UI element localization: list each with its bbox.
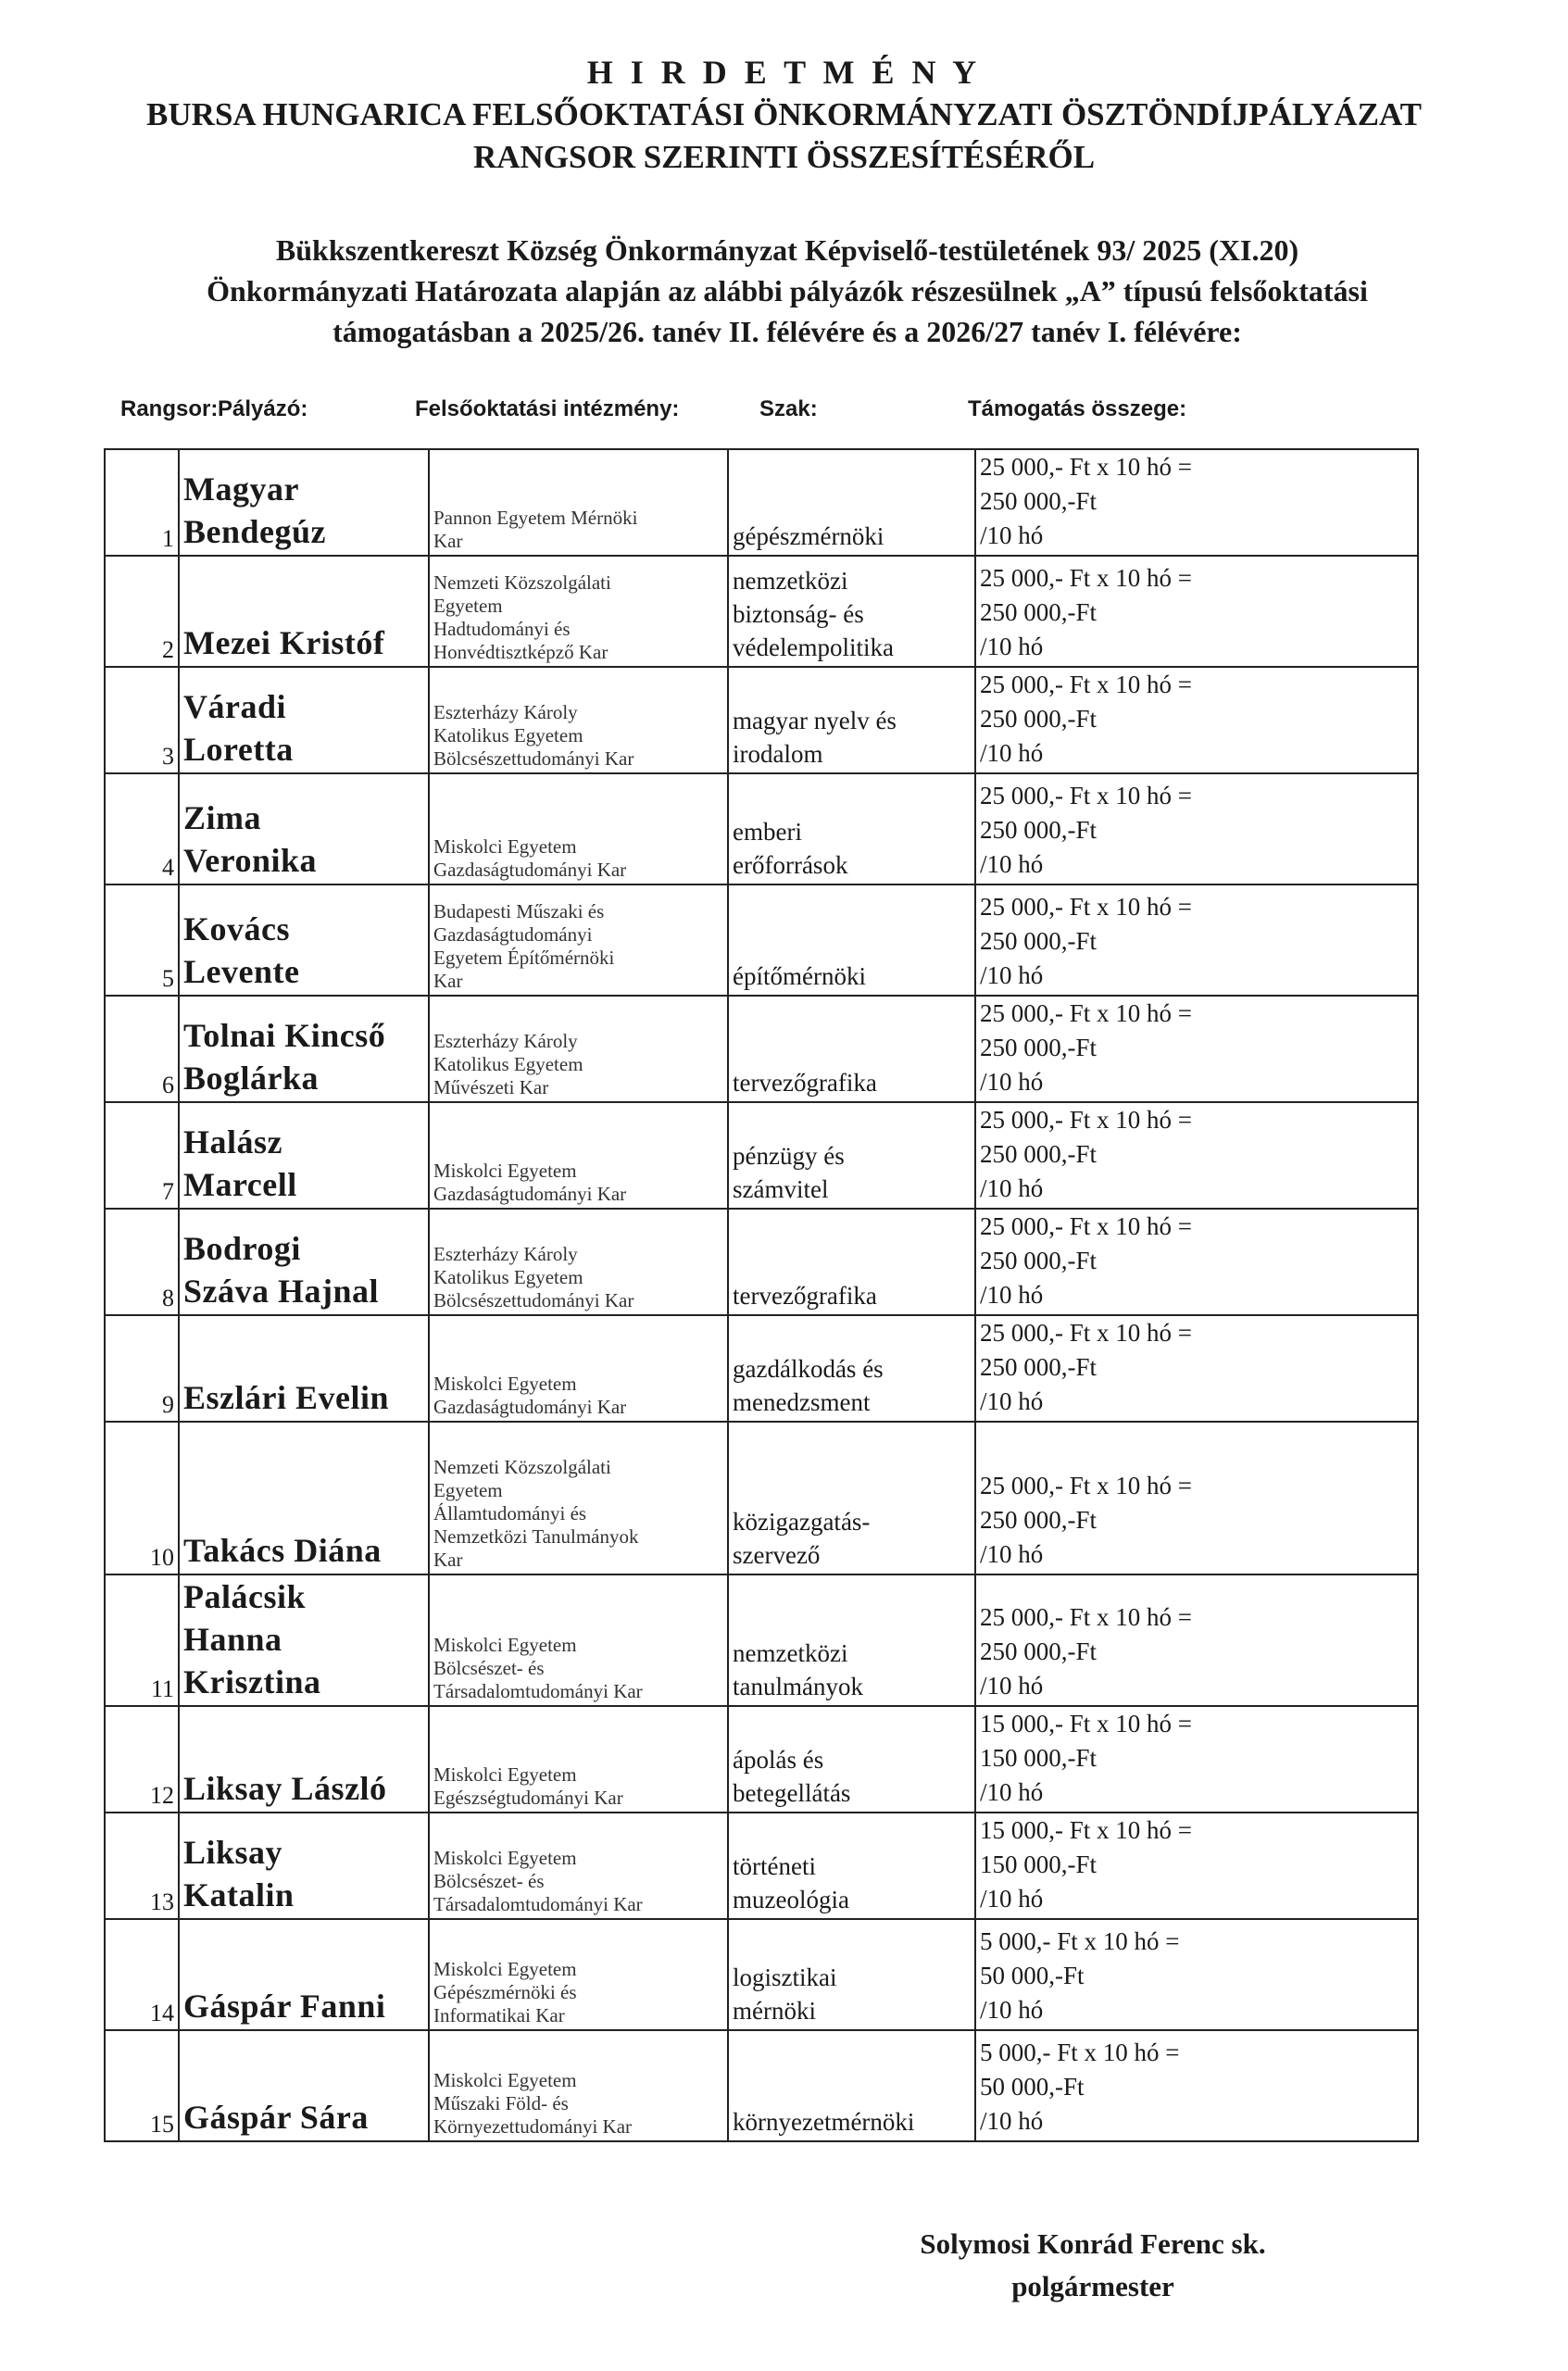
cell-line: 25 000,- Ft x 10 hó =	[980, 453, 1192, 481]
cell-line: Levente	[183, 953, 300, 990]
major-cell	[728, 884, 975, 996]
applicant-cell	[179, 996, 429, 1102]
cell-line: Honvédtisztképző Kar	[433, 641, 608, 663]
institution-cell	[429, 1209, 728, 1315]
amount-cell	[975, 556, 1418, 667]
institution-cell	[429, 1102, 728, 1209]
cell-line: /10 hó	[980, 1778, 1044, 1806]
cell-line: Pannon Egyetem Mérnöki	[433, 507, 638, 529]
column-header-applicant: Pályázó:	[218, 396, 308, 421]
cell-line: 250 000,-Ft	[980, 1247, 1098, 1274]
cell-line: Magyar	[183, 470, 299, 508]
major-cell	[728, 667, 975, 773]
cell-line: 250 000,-Ft	[980, 1637, 1098, 1665]
cell-line: 150 000,-Ft	[980, 1744, 1098, 1772]
cell-line: /10 hó	[980, 1996, 1044, 2024]
major-cell	[728, 449, 975, 556]
cell-line: Bendegúz	[183, 513, 327, 550]
cell-line: Liksay László	[183, 1770, 387, 1807]
table-row	[105, 667, 1418, 773]
cell-line: Egyetem Építőmérnöki	[433, 947, 615, 969]
cell-line: Államtudományi és	[433, 1502, 587, 1524]
amount-cell	[975, 667, 1418, 773]
cell-line: Eszterházy Károly	[433, 701, 578, 723]
cell-line: irodalom	[733, 740, 823, 768]
cell-line: Bölcsészettudományi Kar	[433, 1289, 634, 1311]
major-cell	[728, 1422, 975, 1574]
cell-line: 250 000,-Ft	[980, 487, 1098, 515]
cell-line: gépészmérnöki	[733, 522, 884, 550]
cell-line: Kar	[433, 1549, 463, 1571]
cell-line: Miskolci Egyetem	[433, 835, 577, 858]
cell-line: muzeológia	[733, 1886, 849, 1913]
cell-line: /10 hó	[980, 2107, 1044, 2135]
cell-line: 250 000,-Ft	[980, 705, 1098, 733]
cell-line: közigazgatás-	[733, 1508, 871, 1536]
cell-line: Miskolci Egyetem	[433, 1958, 577, 1980]
applicant-cell	[179, 1919, 429, 2030]
cell-line: 25 000,- Ft x 10 hó =	[980, 671, 1192, 698]
cell-line: környezetmérnöki	[733, 2108, 915, 2136]
rank-cell: 14	[105, 1919, 179, 2030]
ranking-subtitle: RANGSOR SZERINTI ÖSSZESÍTÉSÉRŐL	[472, 139, 1096, 175]
resolution-intro	[130, 230, 1445, 352]
cell-line: Budapesti Műszaki és	[433, 900, 605, 922]
amount-cell	[975, 449, 1418, 556]
cell-line: Környezettudományi Kar	[433, 2115, 633, 2138]
major-cell	[728, 773, 975, 884]
cell-line: Takács Diána	[183, 1532, 382, 1569]
applicant-cell	[179, 773, 429, 884]
cell-line: 15 000,- Ft x 10 hó =	[980, 1816, 1192, 1844]
major-cell	[728, 1574, 975, 1706]
cell-line: /10 hó	[980, 1281, 1044, 1309]
announcement-header	[0, 51, 1568, 179]
cell-line: erőforrások	[733, 851, 848, 879]
cell-line: mérnöki	[733, 1997, 816, 2025]
column-header-rank: Rangsor:	[120, 396, 219, 421]
cell-line: 5 000,- Ft x 10 hó =	[980, 1927, 1180, 1955]
cell-line: Gépészmérnöki és	[433, 1981, 577, 2003]
cell-line: 25 000,- Ft x 10 hó =	[980, 1212, 1192, 1240]
applicant-cell	[179, 1574, 429, 1706]
cell-line: emberi	[733, 818, 802, 846]
rank-cell: 11	[105, 1574, 179, 1706]
institution-cell	[429, 773, 728, 884]
major-cell	[728, 1706, 975, 1813]
cell-line: 25 000,- Ft x 10 hó =	[980, 999, 1192, 1027]
cell-line: Katalin	[183, 1876, 295, 1913]
cell-line: Miskolci Egyetem	[433, 1160, 577, 1182]
cell-line: /10 hó	[980, 1540, 1044, 1568]
table-row	[105, 1919, 1418, 2030]
applicant-cell	[179, 556, 429, 667]
cell-line: 250 000,-Ft	[980, 598, 1098, 626]
signatory-name: Solymosi Konrád Ferenc sk.	[920, 2227, 1266, 2260]
rank-cell: 3	[105, 667, 179, 773]
intro-line-1: Bükkszentkereszt Község Önkormányzat Képviselő-testületének 93/ 2025 (XI.20)	[275, 233, 1299, 267]
cell-line: Műszaki Föld- és	[433, 2092, 569, 2114]
cell-line: Gazdaságtudományi Kar	[433, 859, 627, 881]
cell-line: tervezőgrafika	[733, 1282, 877, 1310]
intro-line-2: Önkormányzati Határozata alapján az alábbi pályázók részesülnek „A” típusú felsőoktatási	[207, 274, 1368, 307]
cell-line: Száva Hajnal	[183, 1273, 380, 1310]
scholarship-title: BURSA HUNGARICA FELSŐOKTATÁSI ÖNKORMÁNYZATI ÖSZTÖNDÍJPÁLYÁZAT	[146, 96, 1422, 132]
cell-line: Miskolci Egyetem	[433, 1373, 577, 1395]
amount-cell	[975, 1919, 1418, 2030]
cell-line: Veronika	[183, 842, 318, 879]
cell-line: 25 000,- Ft x 10 hó =	[980, 782, 1192, 809]
applicant-cell	[179, 1422, 429, 1574]
cell-line: logisztikai	[733, 1963, 837, 1991]
applicant-cell	[179, 2030, 429, 2141]
cell-line: 25 000,- Ft x 10 hó =	[980, 1472, 1192, 1499]
column-headers	[0, 396, 1568, 430]
cell-line: Informatikai Kar	[433, 2004, 565, 2026]
cell-line: építőmérnöki	[733, 962, 866, 990]
cell-line: Palácsik	[183, 1578, 307, 1615]
cell-line: Marcell	[183, 1166, 297, 1203]
institution-cell	[429, 449, 728, 556]
amount-cell	[975, 773, 1418, 884]
applicant-cell	[179, 884, 429, 996]
cell-line: Hadtudományi és	[433, 618, 571, 640]
amount-cell	[975, 1706, 1418, 1813]
cell-line: 250 000,-Ft	[980, 1353, 1098, 1381]
applicant-cell	[179, 1706, 429, 1813]
cell-line: védelempolitika	[733, 634, 894, 661]
cell-line: magyar nyelv és	[733, 707, 897, 734]
table-row	[105, 449, 1418, 556]
amount-cell	[975, 1422, 1418, 1574]
cell-line: 5 000,- Ft x 10 hó =	[980, 2039, 1180, 2066]
applicant-cell	[179, 449, 429, 556]
institution-cell	[429, 996, 728, 1102]
table-row	[105, 1315, 1418, 1422]
cell-line: Bölcsészettudományi Kar	[433, 747, 634, 770]
institution-cell	[429, 1706, 728, 1813]
cell-line: Művészeti Kar	[433, 1076, 549, 1098]
table-row	[105, 884, 1418, 996]
rank-cell: 4	[105, 773, 179, 884]
cell-line: Bodrogi	[183, 1230, 301, 1267]
cell-line: 50 000,-Ft	[980, 2073, 1085, 2101]
major-cell	[728, 1813, 975, 1919]
cell-line: betegellátás	[733, 1779, 851, 1807]
cell-line: Nemzetközi Tanulmányok	[433, 1525, 639, 1548]
cell-line: Halász	[183, 1123, 282, 1160]
table-row	[105, 773, 1418, 884]
cell-line: Nemzeti Közszolgálati	[433, 571, 611, 594]
rank-cell: 1	[105, 449, 179, 556]
cell-line: Egyetem	[433, 1479, 503, 1501]
table-row	[105, 996, 1418, 1102]
cell-line: 250 000,-Ft	[980, 1140, 1098, 1168]
cell-line: Eszterházy Károly	[433, 1243, 578, 1265]
rank-cell: 12	[105, 1706, 179, 1813]
institution-cell	[429, 667, 728, 773]
rank-cell: 15	[105, 2030, 179, 2141]
cell-line: /10 hó	[980, 739, 1044, 767]
cell-line: Miskolci Egyetem	[433, 1763, 577, 1786]
cell-line: Mezei Kristóf	[183, 624, 385, 661]
cell-line: Bölcsészet- és	[433, 1870, 545, 1892]
cell-line: nemzetközi	[733, 1639, 848, 1667]
applicant-cell	[179, 1102, 429, 1209]
cell-line: /10 hó	[980, 1174, 1044, 1202]
cell-line: Liksay	[183, 1834, 283, 1871]
cell-line: Gáspár Fanni	[183, 1988, 386, 2025]
cell-line: tanulmányok	[733, 1673, 863, 1700]
major-cell	[728, 2030, 975, 2141]
cell-line: számvitel	[733, 1175, 829, 1203]
rank-cell: 10	[105, 1422, 179, 1574]
cell-line: Miskolci Egyetem	[433, 1847, 577, 1869]
table-row	[105, 1102, 1418, 1209]
rank-cell: 6	[105, 996, 179, 1102]
cell-line: /10 hó	[980, 1387, 1044, 1415]
ranking-table	[104, 448, 1419, 2142]
rank-cell: 9	[105, 1315, 179, 1422]
amount-cell	[975, 1102, 1418, 1209]
major-cell	[728, 996, 975, 1102]
institution-cell	[429, 1422, 728, 1574]
cell-line: /10 hó	[980, 1672, 1044, 1700]
table-row	[105, 1422, 1418, 1574]
cell-line: Gáspár Sára	[183, 2099, 369, 2136]
cell-line: /10 hó	[980, 521, 1044, 549]
institution-cell	[429, 884, 728, 996]
cell-line: Kar	[433, 970, 463, 992]
cell-line: 15 000,- Ft x 10 hó =	[980, 1710, 1192, 1737]
table-row	[105, 1706, 1418, 1813]
cell-line: 25 000,- Ft x 10 hó =	[980, 893, 1192, 921]
major-cell	[728, 1102, 975, 1209]
amount-cell	[975, 1209, 1418, 1315]
signatory-title: polgármester	[1011, 2270, 1174, 2302]
institution-cell	[429, 1813, 728, 1919]
institution-cell	[429, 556, 728, 667]
major-cell	[728, 556, 975, 667]
institution-cell	[429, 1315, 728, 1422]
rank-cell: 8	[105, 1209, 179, 1315]
cell-line: 250 000,-Ft	[980, 1506, 1098, 1534]
amount-cell	[975, 1813, 1418, 1919]
intro-line-3: támogatásban a 2025/26. tanév II. félévére és a 2026/27 tanév I. félévére:	[332, 315, 1242, 348]
cell-line: Loretta	[183, 731, 294, 768]
cell-line: 250 000,-Ft	[980, 816, 1098, 844]
institution-cell	[429, 1919, 728, 2030]
institution-cell	[429, 1574, 728, 1706]
cell-line: /10 hó	[980, 633, 1044, 660]
cell-line: /10 hó	[980, 961, 1044, 989]
cell-line: pénzügy és	[733, 1142, 845, 1170]
rank-cell: 7	[105, 1102, 179, 1209]
cell-line: Kar	[433, 530, 463, 552]
signature-block	[815, 2223, 1371, 2308]
rank-cell: 5	[105, 884, 179, 996]
amount-cell	[975, 2030, 1418, 2141]
cell-line: Bölcsészet- és	[433, 1657, 545, 1679]
major-cell	[728, 1209, 975, 1315]
cell-line: Katolikus Egyetem	[433, 724, 583, 746]
cell-line: /10 hó	[980, 1068, 1044, 1096]
cell-line: 25 000,- Ft x 10 hó =	[980, 564, 1192, 592]
applicant-cell	[179, 667, 429, 773]
cell-line: 50 000,-Ft	[980, 1962, 1085, 1989]
cell-line: Zima	[183, 799, 262, 836]
cell-line: Kovács	[183, 910, 290, 947]
cell-line: Katolikus Egyetem	[433, 1266, 583, 1288]
cell-line: történeti	[733, 1852, 816, 1880]
cell-line: Váradi	[183, 688, 286, 725]
column-header-institution: Felsőoktatási intézmény:	[415, 396, 680, 421]
cell-line: /10 hó	[980, 850, 1044, 878]
institution-cell	[429, 2030, 728, 2141]
cell-line: Egészségtudományi Kar	[433, 1787, 623, 1809]
cell-line: ápolás és	[733, 1746, 824, 1774]
column-header-major: Szak:	[759, 396, 818, 421]
ranking-table-body	[105, 449, 1418, 2141]
cell-line: Eszlári Evelin	[183, 1379, 389, 1416]
column-header-amount: Támogatás összege:	[968, 396, 1187, 421]
rank-cell: 2	[105, 556, 179, 667]
table-row	[105, 1574, 1418, 1706]
applicant-cell	[179, 1315, 429, 1422]
cell-line: Társadalomtudományi Kar	[433, 1680, 643, 1702]
cell-line: Miskolci Egyetem	[433, 2069, 577, 2091]
cell-line: gazdálkodás és	[733, 1355, 884, 1383]
cell-line: /10 hó	[980, 1885, 1044, 1913]
cell-line: Gazdaságtudományi Kar	[433, 1396, 627, 1418]
amount-cell	[975, 1574, 1418, 1706]
cell-line: nemzetközi	[733, 567, 848, 595]
cell-line: Katolikus Egyetem	[433, 1053, 583, 1075]
cell-line: Társadalomtudományi Kar	[433, 1893, 643, 1915]
table-row	[105, 2030, 1418, 2141]
cell-line: Tolnai Kincső	[183, 1017, 386, 1054]
cell-line: Gazdaságtudományi	[433, 923, 593, 946]
cell-line: tervezőgrafika	[733, 1069, 877, 1097]
cell-line: Egyetem	[433, 595, 503, 617]
cell-line: biztonság- és	[733, 600, 864, 628]
cell-line: Boglárka	[183, 1060, 320, 1097]
applicant-cell	[179, 1209, 429, 1315]
cell-line: 25 000,- Ft x 10 hó =	[980, 1106, 1192, 1134]
table-row	[105, 1813, 1418, 1919]
amount-cell	[975, 996, 1418, 1102]
applicant-cell	[179, 1813, 429, 1919]
major-cell	[728, 1919, 975, 2030]
table-row	[105, 1209, 1418, 1315]
cell-line: Eszterházy Károly	[433, 1030, 578, 1052]
amount-cell	[975, 1315, 1418, 1422]
amount-cell	[975, 884, 1418, 996]
major-cell	[728, 1315, 975, 1422]
cell-line: 150 000,-Ft	[980, 1850, 1098, 1878]
table-row	[105, 556, 1418, 667]
cell-line: Hanna	[183, 1621, 282, 1658]
cell-line: Nemzeti Közszolgálati	[433, 1456, 611, 1478]
announcement-title: H I R D E T M É N Y	[586, 54, 982, 91]
cell-line: 250 000,-Ft	[980, 927, 1098, 955]
cell-line: 250 000,-Ft	[980, 1034, 1098, 1061]
cell-line: Gazdaságtudományi Kar	[433, 1183, 627, 1205]
cell-line: Miskolci Egyetem	[433, 1634, 577, 1656]
cell-line: szervező	[733, 1541, 821, 1569]
rank-cell: 13	[105, 1813, 179, 1919]
cell-line: 25 000,- Ft x 10 hó =	[980, 1603, 1192, 1631]
cell-line: menedzsment	[733, 1388, 871, 1416]
cell-line: Krisztina	[183, 1663, 321, 1700]
cell-line: 25 000,- Ft x 10 hó =	[980, 1319, 1192, 1347]
